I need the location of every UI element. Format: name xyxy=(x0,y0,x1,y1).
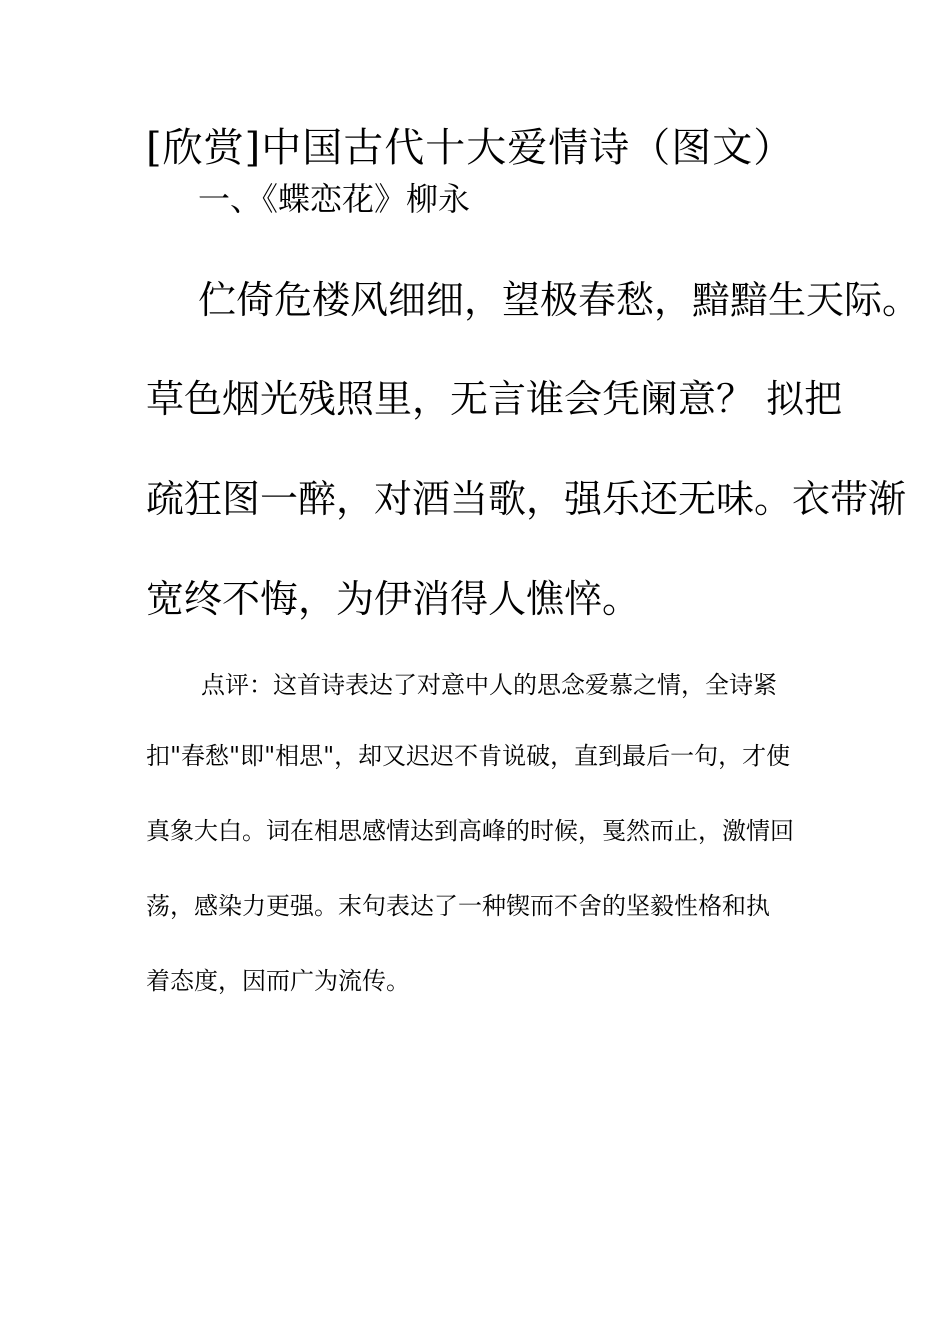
poem-line: 疏狂图一醉，对酒当歌，强乐还无味。衣带渐 xyxy=(146,477,907,521)
commentary-line: 荡，感染力更强。末句表达了一种锲而不舍的坚毅性格和执 xyxy=(146,892,770,920)
poem-line: 宽终不悔，为伊消得人憔悴。 xyxy=(146,577,641,621)
commentary-line: 点评：这首诗表达了对意中人的思念爱慕之情，全诗紧 xyxy=(201,671,777,699)
poem-line: 伫倚危楼风细细，望极春愁，黯黯生天际。 xyxy=(198,278,921,322)
document-title: [欣赏]中国古代十大爱情诗（图文） xyxy=(146,125,795,171)
commentary-line: 真象大白。词在相思感情达到高峰的时候，戛然而止，激情回 xyxy=(146,817,794,845)
commentary-line: 着态度，因而广为流传。 xyxy=(146,967,410,995)
section-heading: 一、《蝶恋花》柳永 xyxy=(198,180,471,218)
commentary-line: 扣"春愁"即"相思"，却又迟迟不肯说破，直到最后一句，才使 xyxy=(146,742,791,770)
poem-line: 草色烟光残照里，无言谁会凭阑意？ 拟把 xyxy=(146,377,843,421)
